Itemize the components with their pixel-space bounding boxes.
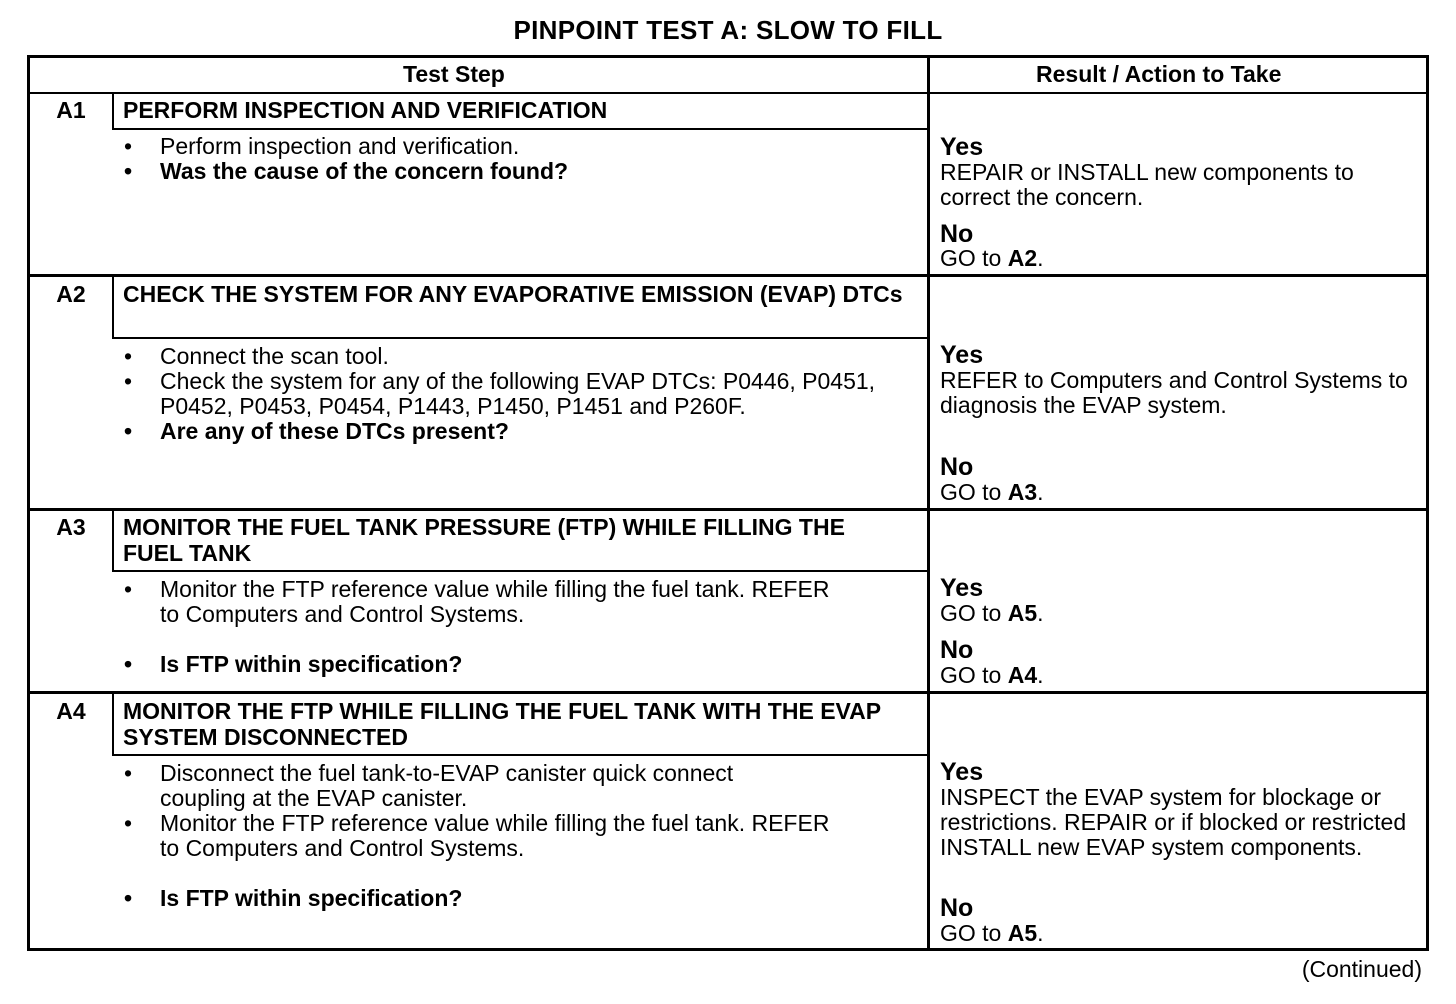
title-divider — [112, 570, 927, 572]
step-bullets — [123, 344, 883, 444]
bullet-question: • Is FTP within specification? — [123, 652, 833, 677]
id-divider — [112, 277, 114, 339]
bullet-item: • Connect the scan tool. — [123, 344, 883, 369]
pinpoint-test-table — [27, 55, 1429, 951]
no-label: No — [940, 894, 974, 922]
step-title: MONITOR THE FUEL TANK PRESSURE (FTP) WHILE FILLING THE FUEL TANK — [123, 514, 845, 566]
step-bullets — [123, 134, 568, 184]
bullet-item: • Perform inspection and verification. — [123, 134, 568, 159]
no-action: GO to A3. — [940, 479, 1044, 505]
header-divider — [927, 92, 1426, 94]
column-header-test-step: Test Step — [403, 61, 505, 87]
step-id: A3 — [56, 514, 86, 540]
yes-action: REFER to Computers and Control Systems to diagnosis the EVAP system. — [940, 367, 1408, 418]
id-divider — [112, 511, 114, 572]
page-title: PINPOINT TEST A: SLOW TO FILL — [513, 15, 943, 45]
yes-action: REPAIR or INSTALL new components to correct the concern. — [940, 159, 1354, 210]
step-title: CHECK THE SYSTEM FOR ANY EVAPORATIVE EMISSION (EVAP) DTCs — [123, 281, 903, 307]
yes-label: Yes — [940, 133, 984, 161]
step-bullets — [123, 761, 833, 911]
no-action: GO to A4. — [940, 662, 1044, 688]
bullet-question: • Was the cause of the concern found? — [123, 159, 568, 184]
bullet-item: • Disconnect the fuel tank-to-EVAP canister quick connect coupling at the EVAP canister. — [123, 761, 800, 811]
no-label: No — [940, 453, 974, 481]
column-divider — [927, 58, 930, 948]
header-divider — [30, 92, 927, 94]
bullet-item: • Monitor the FTP reference value while filling the fuel tank. REFER to Computers and Control Systems. — [123, 577, 833, 627]
yes-action: INSPECT the EVAP system for blockage or restrictions. REPAIR or if blocked or restricted INSTALL new EVAP system components. — [940, 784, 1407, 860]
goto-step-link: A3 — [1007, 479, 1038, 505]
title-divider — [112, 754, 927, 756]
id-divider — [112, 94, 114, 130]
no-action: GO to A2. — [940, 245, 1044, 271]
step-title: PERFORM INSPECTION AND VERIFICATION — [123, 97, 608, 123]
step-divider — [30, 508, 1426, 511]
no-action: GO to A5. — [940, 920, 1044, 946]
goto-step-link: A2 — [1007, 245, 1038, 271]
bullet-question: • Are any of these DTCs present? — [123, 419, 883, 444]
yes-label: Yes — [940, 341, 984, 369]
step-title: MONITOR THE FTP WHILE FILLING THE FUEL TANK WITH THE EVAP SYSTEM DISCONNECTED — [123, 698, 881, 750]
step-id: A1 — [56, 97, 86, 123]
title-divider — [112, 337, 927, 339]
goto-step-link: A5 — [1007, 920, 1038, 946]
no-label: No — [940, 636, 974, 664]
yes-label: Yes — [940, 574, 984, 602]
step-id: A4 — [56, 698, 86, 724]
step-id: A2 — [56, 281, 86, 307]
no-label: No — [940, 220, 974, 248]
continued-note: (Continued) — [1301, 956, 1422, 982]
column-header-result: Result / Action to Take — [1036, 61, 1282, 87]
title-divider — [112, 128, 927, 130]
yes-action: GO to A5. — [940, 600, 1044, 626]
step-bullets — [123, 577, 833, 677]
step-divider — [30, 691, 1426, 694]
yes-label: Yes — [940, 758, 984, 786]
step-divider — [30, 274, 1426, 277]
goto-step-link: A5 — [1007, 600, 1038, 626]
id-divider — [112, 694, 114, 756]
bullet-item: • Check the system for any of the following EVAP DTCs: P0446, P0451, P0452, P0453, P0454, P1443, P1450, P1451 and P260F. — [123, 369, 883, 419]
bullet-question: • Is FTP within specification? — [123, 886, 833, 911]
goto-step-link: A4 — [1007, 662, 1038, 688]
bullet-item: • Monitor the FTP reference value while filling the fuel tank. REFER to Computers and Control Systems. — [123, 811, 833, 861]
